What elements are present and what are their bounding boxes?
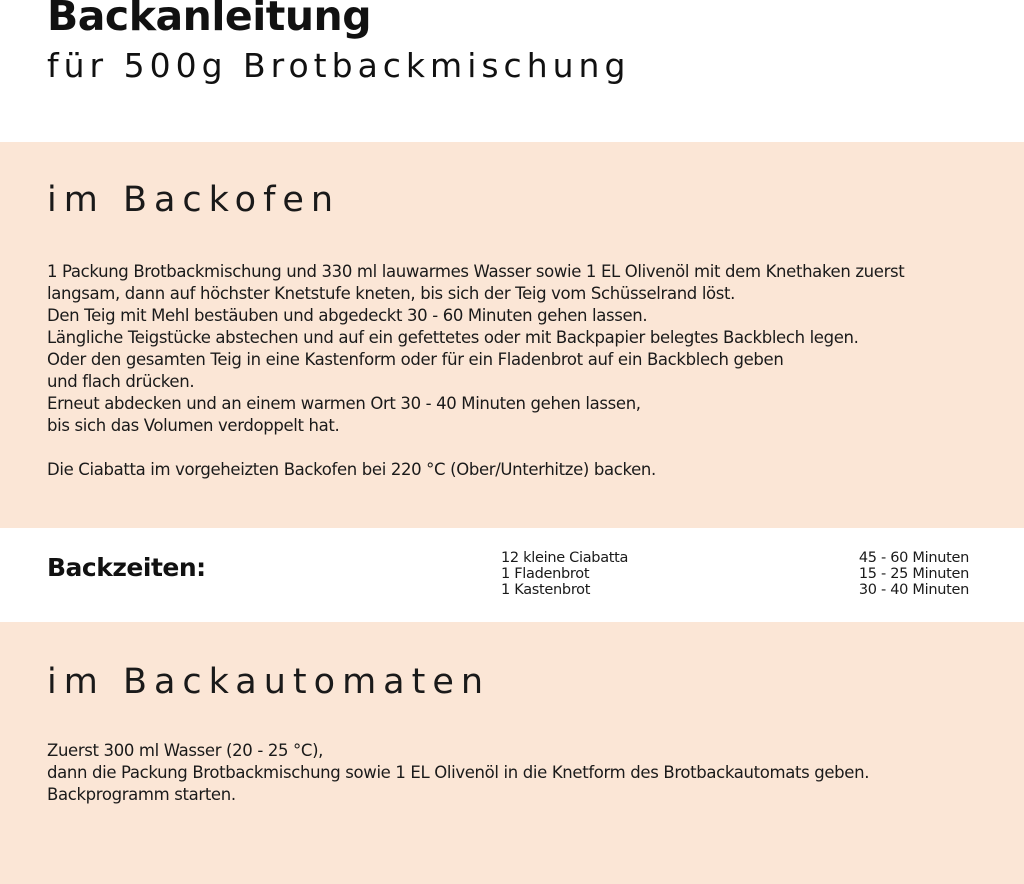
paragraph-gap — [47, 437, 904, 459]
automat-section-title: im Backautomaten — [47, 662, 491, 702]
bake-item: 12 kleine Ciabatta — [501, 550, 629, 566]
page-title: Backanleitung — [47, 0, 372, 40]
oven-instruction-line: Oder den gesamten Teig in eine Kastenform oder für ein Fladenbrot auf ein Backblech geben — [47, 350, 784, 369]
oven-instruction-line: Längliche Teigstücke abstechen und auf ein gefettetes oder mit Backpapier belegtes Backblech legen. — [47, 328, 859, 347]
oven-instruction-line: und flach drücken. — [47, 372, 195, 391]
oven-instruction-line: bis sich das Volumen verdoppelt hat. — [47, 416, 340, 435]
bake-time: 15 - 25 Minuten — [858, 566, 969, 582]
automat-instruction-line: Backprogramm starten. — [47, 785, 236, 804]
oven-instruction-line: 1 Packung Brotbackmischung und 330 ml lauwarmes Wasser sowie 1 EL Olivenöl mit dem Knethaken zuerst — [47, 262, 905, 281]
automat-instruction-line: Zuerst 300 ml Wasser (20 - 25 °C), — [47, 741, 324, 760]
oven-instruction-line: Erneut abdecken und an einem warmen Ort 30 - 40 Minuten gehen lassen, — [47, 394, 641, 413]
bake-times-durations — [859, 550, 969, 598]
automat-instructions — [47, 740, 869, 806]
oven-instruction-line: langsam, dann auf höchster Knetstufe kneten, bis sich der Teig vom Schüsselrand löst. — [47, 284, 736, 303]
header — [0, 0, 1024, 142]
automat-instruction-line: dann die Packung Brotbackmischung sowie 1 EL Olivenöl in die Knetform des Brotbackautomats geben. — [47, 763, 870, 782]
oven-instruction-line: Den Teig mit Mehl bestäuben und abgedeckt 30 - 60 Minuten gehen lassen. — [47, 306, 648, 325]
bake-times-label: Backzeiten: — [47, 553, 206, 582]
bake-time: 45 - 60 Minuten — [858, 550, 969, 566]
oven-instructions — [47, 261, 904, 481]
bake-times-items — [501, 550, 628, 598]
bake-time: 30 - 40 Minuten — [858, 582, 969, 598]
bake-item: 1 Kastenbrot — [501, 582, 591, 598]
bake-item: 1 Fladenbrot — [501, 566, 590, 582]
oven-final-instruction: Die Ciabatta im vorgeheizten Backofen bei 220 °C (Ober/Unterhitze) backen. — [47, 460, 656, 479]
page-subtitle: für 500g Brotbackmischung — [47, 46, 631, 85]
oven-section-title: im Backofen — [47, 180, 341, 220]
